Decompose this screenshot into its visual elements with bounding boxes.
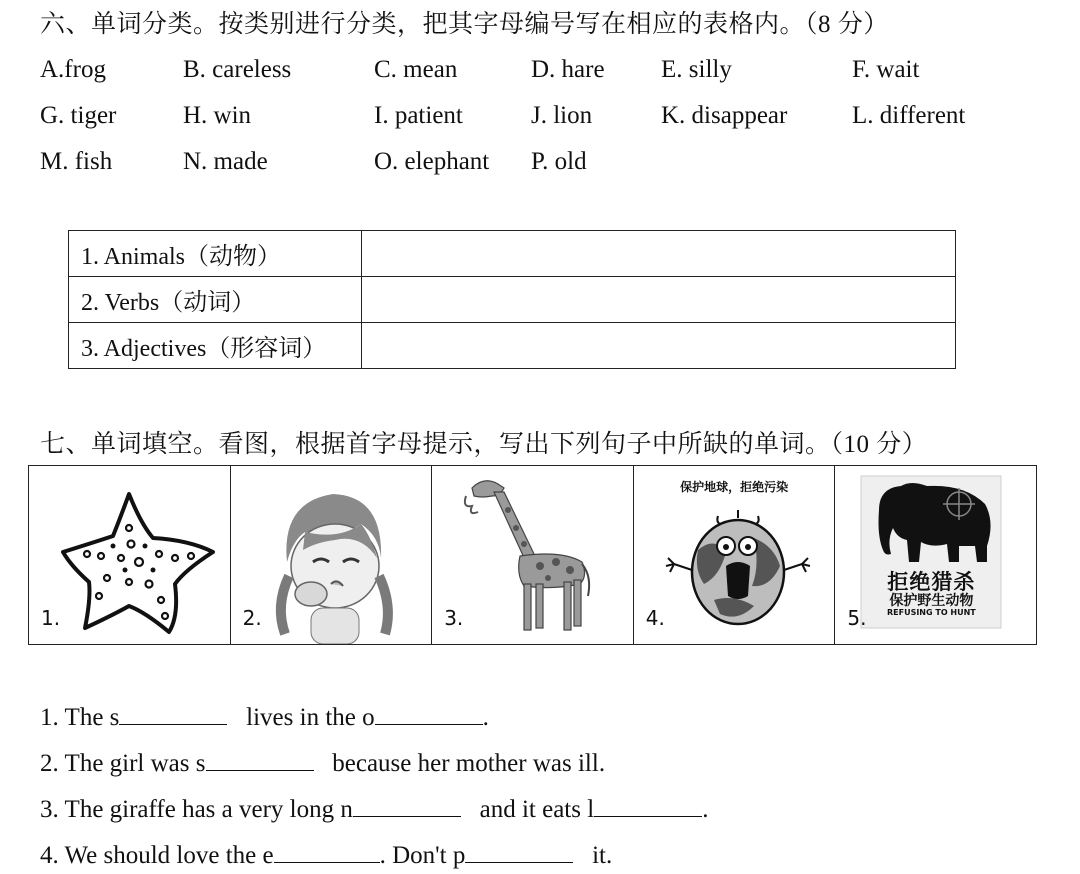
sentence-1 [40, 702, 489, 732]
picture-strip [28, 465, 1037, 645]
answer-cell[interactable] [362, 323, 956, 369]
table-row [69, 231, 956, 277]
section-6-title: 六、单词分类。按类别进行分类，把其字母编号写在相应的表格内。（8 分） [40, 11, 889, 38]
word-option: A.frog [40, 56, 106, 83]
sentence-3 [40, 794, 708, 824]
answer-blank[interactable] [206, 748, 314, 771]
sentence-text: and it eats l [460, 796, 595, 823]
answer-cell[interactable] [362, 231, 956, 277]
section-7-title: 七、单词填空。看图，根据首字母提示，写出下列句子中所缺的单词。（10 分） [40, 431, 928, 458]
answer-cell[interactable] [362, 277, 956, 323]
word-option: I. patient [374, 102, 463, 129]
word-option: J. lion [531, 102, 593, 129]
word-option: L. different [852, 102, 966, 129]
word-option: O. elephant [374, 148, 490, 175]
picture-cell [231, 466, 433, 644]
sentence-text: . Don't p [379, 842, 466, 869]
table-row [69, 323, 956, 369]
sentence-text: lives in the o [227, 704, 375, 731]
sentence-text: . [482, 704, 489, 731]
word-option: F. wait [852, 56, 920, 83]
poster-title: 拒绝猎杀 [887, 570, 976, 594]
category-label: 3. Adjectives（形容词） [69, 323, 362, 369]
word-option: P. old [531, 148, 587, 175]
word-option: K. disappear [661, 102, 788, 129]
sentence-text: 3. The giraffe has a very long n [40, 796, 353, 823]
picture-number: 3. [444, 606, 464, 630]
word-option: E. silly [661, 56, 732, 83]
picture-cell [432, 466, 634, 644]
sentence-text: 1. The s [40, 704, 120, 731]
sentence-4 [40, 840, 612, 870]
picture-cell [835, 466, 1036, 644]
poster-english: REFUSING TO HUNT [886, 608, 976, 617]
table-row [69, 277, 956, 323]
word-option: N. made [183, 148, 268, 175]
answer-blank[interactable] [375, 702, 483, 725]
word-option: M. fish [40, 148, 113, 175]
earth-caption: 保护地球，拒绝污染 [680, 480, 789, 494]
category-label: 2. Verbs（动词） [69, 277, 362, 323]
picture-number: 5. [847, 606, 867, 630]
poster-subtitle: 保护野生动物 [889, 593, 974, 609]
sentence-text: 4. We should love the e [40, 842, 274, 869]
picture-cell [634, 466, 836, 644]
word-option: B. careless [183, 56, 292, 83]
category-label: 1. Animals（动物） [69, 231, 362, 277]
answer-blank[interactable] [594, 794, 702, 817]
classification-table [68, 230, 956, 369]
picture-number: 1. [41, 606, 61, 630]
answer-blank[interactable] [353, 794, 461, 817]
answer-blank[interactable] [274, 840, 380, 863]
answer-blank[interactable] [465, 840, 573, 863]
sentence-text: 2. The girl was s [40, 750, 206, 777]
sentence-2 [40, 748, 605, 778]
word-option: C. mean [374, 56, 458, 83]
word-option: D. hare [531, 56, 605, 83]
picture-cell [29, 466, 231, 644]
picture-number: 4. [645, 606, 665, 630]
sentence-text: it. [573, 842, 613, 869]
answer-blank[interactable] [119, 702, 227, 725]
picture-number: 2. [242, 606, 262, 630]
sentence-text: . [702, 796, 709, 823]
word-option: H. win [183, 102, 252, 129]
word-option: G. tiger [40, 102, 117, 129]
sentence-text: because her mother was ill. [313, 750, 606, 777]
